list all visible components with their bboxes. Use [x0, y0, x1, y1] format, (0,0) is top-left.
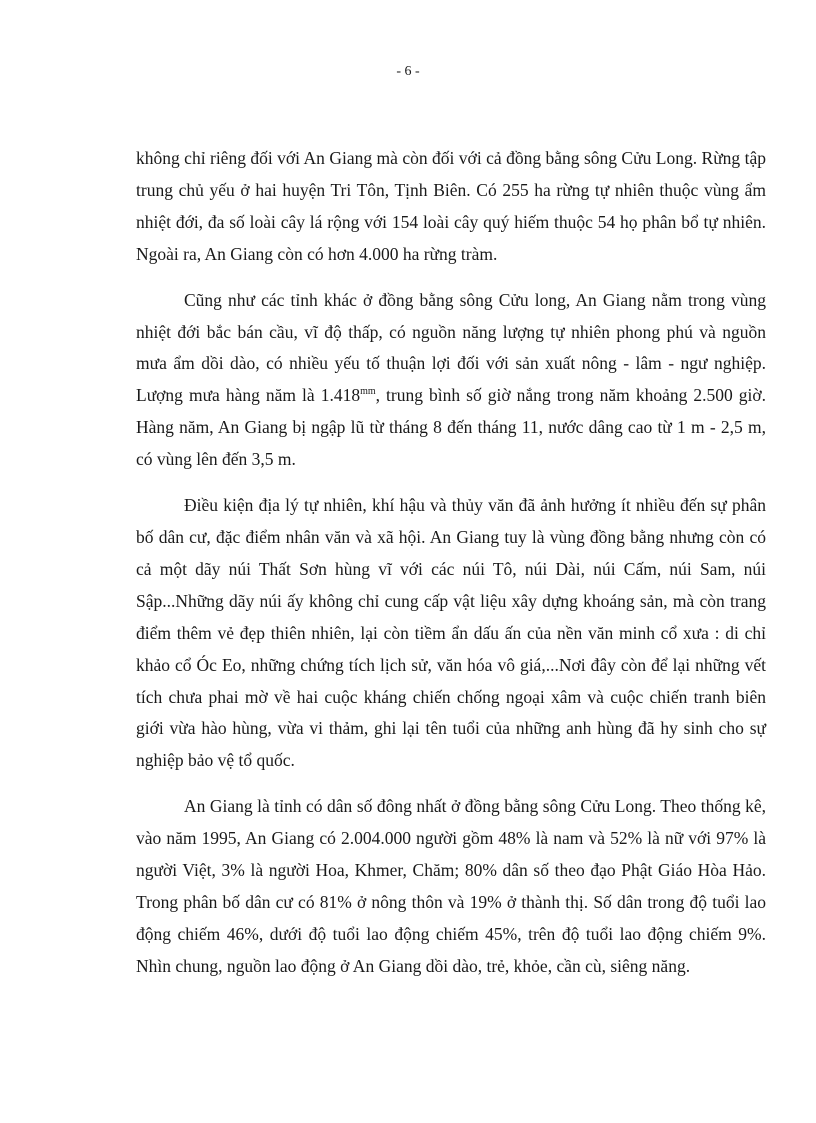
paragraph-population: An Giang là tỉnh có dân số đông nhất ở đồng bằng sông Cửu Long. Theo thống kê, vào năm 1995, An Giang có 2.004.000 người gồm 48% là nam và 52% là nữ với 97% là người Việt, 3% là người Hoa, Khmer, Chăm; 80% dân số theo đạo Phật Giáo Hòa Hảo. Trong phân bố dân cư có 81% ở nông thôn và 19% ở thành thị. Số dân trong độ tuổi lao động chiếm 46%, dưới độ tuổi lao động chiếm 45%, trên độ tuổi lao động chiếm 9%. Nhìn chung, nguồn lao động ở An Giang dồi dào, trẻ, khỏe, cần cù, siêng năng.	[136, 796, 766, 976]
paragraph-forests: không chỉ riêng đối với An Giang mà còn đối với cả đồng bằng sông Cửu Long. Rừng tập trung chủ yếu ở hai huyện Tri Tôn, Tịnh Biên. Có 255 ha rừng tự nhiên thuộc vùng ẩm nhiệt đới, đa số loài cây lá rộng với 154 loài cây quý hiếm thuộc 54 họ phân bổ tự nhiên. Ngoài ra, An Giang còn có hơn 4.000 ha rừng tràm.	[136, 148, 766, 264]
page-number: - 6 -	[396, 64, 420, 79]
rainfall-unit-superscript: mm	[360, 386, 376, 398]
document-body	[136, 143, 766, 983]
paragraph-geography: Điều kiện địa lý tự nhiên, khí hậu và thủy văn đã ảnh hưởng ít nhiều đến sự phân bố dân cư, đặc điểm nhân văn và xã hội. An Giang tuy là vùng đồng bằng nhưng còn có cả một dãy núi Thất Sơn hùng vĩ với các núi Tô, núi Dài, núi Cấm, núi Sam, núi Sập...Những dãy núi ấy không chỉ cung cấp vật liệu xây dựng khoáng sản, mà còn trang điểm thêm vẻ đẹp thiên nhiên, lại còn tiềm ẩn dấu ấn của nền văn minh cổ xưa : di chỉ khảo cổ Óc Eo, những chứng tích lịch sử, văn hóa vô giá,...Nơi đây còn để lại những vết tích chưa phai mờ về hai cuộc kháng chiến chống ngoại xâm và cuộc chiến tranh biên giới vừa hào hùng, vừa vi thảm, ghi lại tên tuổi của những anh hùng đã hy sinh cho sự nghiệp bảo vệ tổ quốc.	[136, 495, 766, 771]
paragraph-climate	[136, 285, 766, 476]
paragraph-climate-text-after: , trung bình số giờ nắng trong năm khoảng 2.500 giờ. Hàng năm, An Giang bị ngập lũ từ tháng 8 đến tháng 11, nước dâng cao từ 1 m - 2,5 m, có vùng lên đến 3,5 m.	[136, 385, 767, 470]
paragraph-climate-text-before: Cũng như các tỉnh khác ở đồng bằng sông Cửu long, An Giang nằm trong vùng nhiệt đới bắc bán cầu, vĩ độ thấp, có nguồn năng lượng tự nhiên phong phú và nguồn mưa ẩm dồi dào, có nhiều yếu tố thuận lợi đối với sản xuất nông - lâm - ngư nghiệp. Lượng mưa hàng năm là 1.418	[136, 289, 766, 406]
